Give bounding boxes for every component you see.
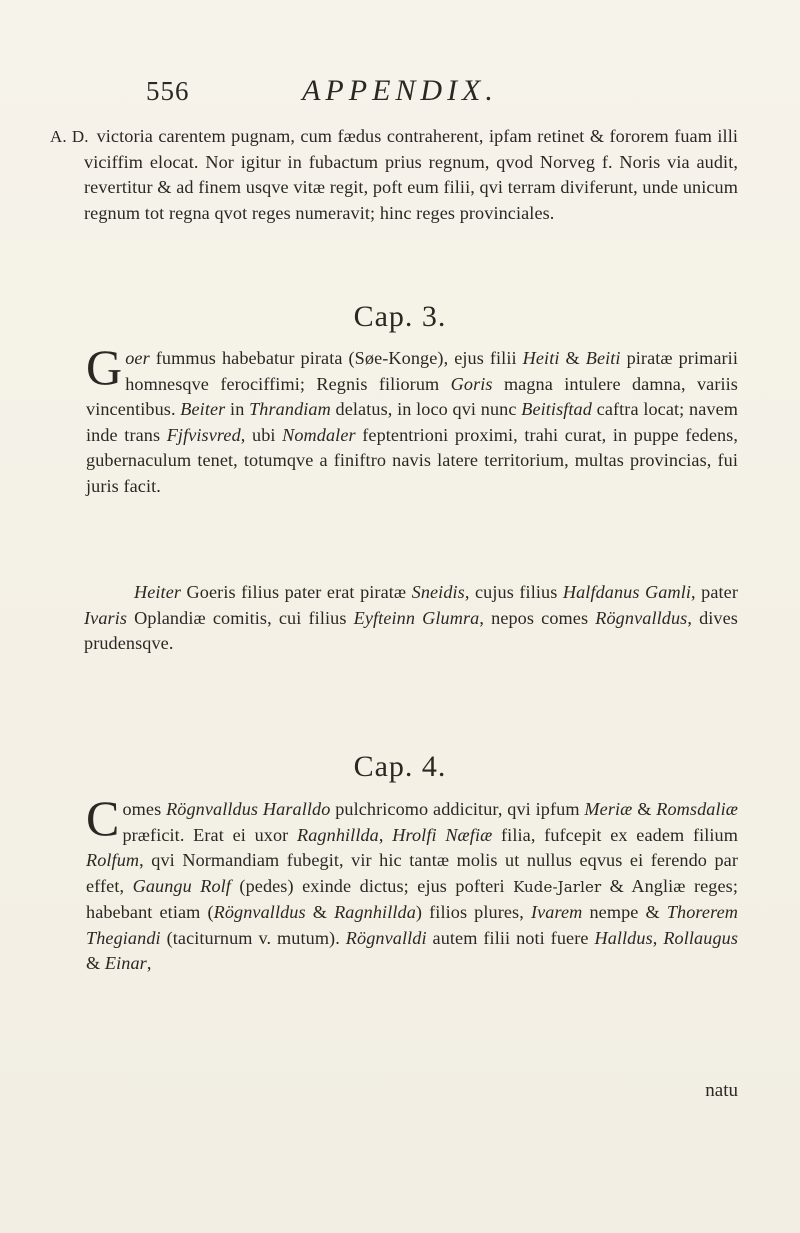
text-segment: caftra locat; navem inde trans [86,399,738,445]
name-eyfteinn: Eyfteinn Glumra [353,607,480,628]
name-rognvalldus: Rögnvalldus [595,607,688,628]
paragraph-heiter [84,580,738,657]
text-segment: , ubi [240,424,283,445]
name-thorerem: Thorerem Thegiandi [86,902,739,948]
paragraph-1 [50,124,738,226]
name-rollaugus: Rollaugus [663,927,739,948]
text-segment: , [146,953,152,973]
text-segment: feptentrioni proximi, trahi curat, in puppe fedens, gubernaculum tenet, totumqve a finiftro navis latere territorium, multas provincias, fui juris facit. [86,424,739,496]
chapter-3-heading: Cap. 3. [353,300,447,333]
text-segment: Oplandiæ comitis, cui filius [127,607,354,628]
text-segment: præficit. Erat ei uxor [122,824,298,845]
text-segment: , [378,824,393,845]
text-segment: pulchricomo addicitur, qvi ipfum [330,799,585,819]
text-segment: , cujus filius [464,582,563,602]
name-halldus: Halldus [594,927,653,948]
name-ragnhillda: Ragnhillda [297,824,379,845]
name-rognvalldus-haralldo: Rögnvalldus Haralldo [166,799,331,819]
text-segment: nempe & [582,902,667,922]
name-sneidis: Sneidis [411,582,465,602]
text-segment: autem filii noti fuere [426,927,595,948]
name-fjfvisvred: Fjfvisvred [166,424,241,445]
name-romsdaliae: Romsdaliæ [656,799,738,819]
page-header [0,72,800,112]
text-segment: fummus habebatur pirata (Søe-Konge), ejus filii [149,348,523,368]
name-meriae: Meriæ [584,799,633,819]
name-nomdaler: Nomdaler [282,424,356,445]
text-segment: & [632,799,657,819]
name-rolfum: Rolfum [86,850,140,870]
text-segment: , dives prudensqve. [84,607,738,653]
name-heiter: Heiter [134,582,182,602]
name-goer: oer [125,348,150,368]
name-goris: Goris [450,373,493,394]
margin-label: A. D. [50,127,89,146]
text-segment: , pater [691,582,738,602]
catchword: natu [705,1080,738,1101]
text-segment: & Angliæ reges; habebant etiam ( [86,875,739,922]
chapter-3-paragraph [86,339,739,499]
name-ivaris: Ivaris [84,607,128,628]
name-rognvalldi: Rögnvalldi [345,927,427,948]
text-segment: in [225,399,250,419]
text-segment: & [86,953,105,973]
name-halfdanus: Halfdanus Gamli [562,582,691,602]
name-kude-jarler: Kude-Jarler [513,877,602,896]
text-segment: , qvi Normandiam fubegit, vir hic tantæ molis ut nullus eqvus ei ferendo par effet, [86,850,738,896]
name-ivarem: Ivarem [530,902,583,922]
dropcap-g: G [86,339,123,395]
name-thrandiam: Thrandiam [249,399,331,419]
name-einar: Einar [104,953,147,973]
text-segment: omes [122,799,167,819]
text-segment: magna intulere damna, variis vincentibus. [86,373,738,419]
text-segment: filia, fufcepit ex eadem filium [492,824,738,845]
text-segment: & [559,348,586,368]
text-segment: (taciturnum v. mutum). [160,927,346,948]
text-segment: , [652,927,664,948]
name-beiter: Beiter [180,399,226,419]
dropcap-c: C [86,790,120,846]
paragraph-1-text: victoria carentem pugnam, cum fædus contraherent, ipfam retinet & fororem fuam illi viciffim elocat. Nor igitur in fubactum prius regnum, qvod Norveg f. Noris via audit, revertitur & ad finem usqve vitæ regit, poft eum filii, qvi terram diviferunt, unde unicum regnum tot regna qvot reges numeravit; hinc reges provinciales. [84,126,738,223]
text-segment: piratæ primarii homnesqve ferociffimi; Regnis filiorum [125,348,738,394]
text-segment: delatus, in loco qvi nunc [330,399,522,419]
name-beitisftad: Beitisftad [521,399,592,419]
name-heiti: Heiti [522,348,560,368]
name-beiti: Beiti [585,348,621,368]
name-rognvalldus: Rögnvalldus [213,902,306,922]
text-segment: & [305,902,335,922]
text-segment: , nepos comes [479,607,596,628]
text-segment: ) filios plures, [415,902,531,922]
chapter-4-paragraph [86,790,739,977]
text-segment: (pedes) exinde dictus; ejus pofteri [230,875,514,896]
chapter-4-heading: Cap. 4. [353,750,447,783]
running-title: APPENDIX. [302,74,498,107]
name-hrolfi: Hrolfi Næfiæ [392,824,493,845]
text-segment: Goeris filius pater erat piratæ [181,582,412,602]
name-gaungu-rolf: Gaungu Rolf [132,875,231,896]
name-ragnhillda: Ragnhillda [334,902,416,922]
page-number: 556 [146,76,190,106]
